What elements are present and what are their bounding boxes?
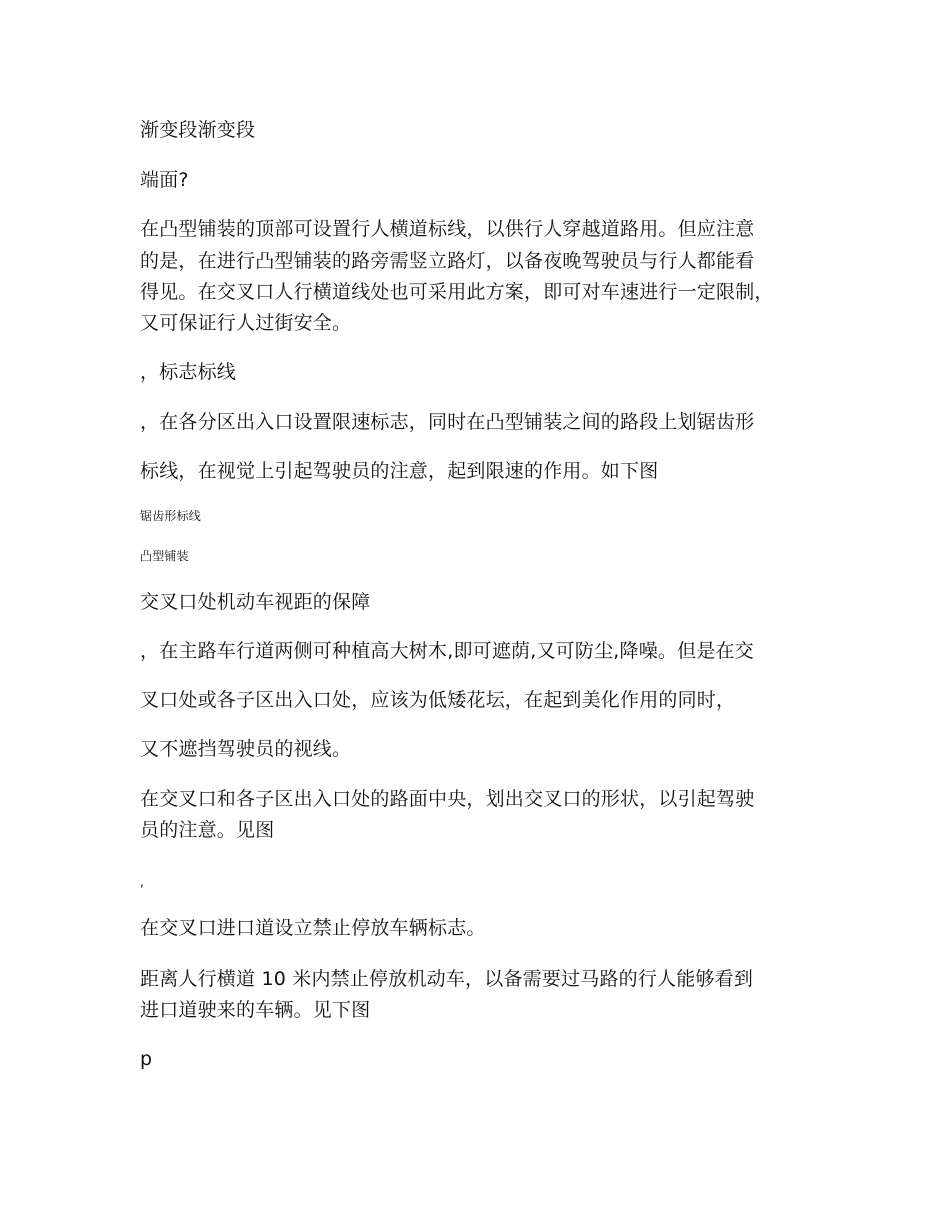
paragraph-line: 在凸型铺装的顶部可设置行人横道标线，以供行人穿越道路用。但应注意 [140,218,755,240]
paragraph-line: 又不遮挡驾驶员的视线。 [140,738,352,760]
paragraph-line: 又可保证行人过街安全。 [140,312,352,334]
paragraph-line: 员的注意。见图 [140,819,275,841]
paragraph-line: 在交叉口和各子区出入口处的路面中央，划出交叉口的形状，以引起驾驶 [140,788,755,810]
paragraph-line: 得见。在交叉口人行横道线处也可采用此方案，即可对车速进行一定限制， [140,281,774,303]
paragraph-line: ，在各分区出入口设置限速标志，同时在凸型铺装之间的路段上划锯齿形 [140,411,755,433]
paragraph-line: 的是，在进行凸型铺装的路旁需竖立路灯，以备夜晚驾驶员与行人都能看 [140,250,755,272]
stray-letter: p [140,1048,153,1070]
paragraph-line: 在交叉口进口道设立禁止停放车辆标志。 [140,917,486,939]
paragraph-line: 标线，在视觉上引起驾驶员的注意，起到限速的作用。如下图 [140,460,659,482]
figure-caption-sawtooth: 锯齿形标线 [140,509,202,523]
heading-transition-section: 渐变段渐变段 [140,119,256,141]
heading-end-face: 端面? [140,169,189,191]
paragraph-line: 进口道驶来的车辆。见下图 [140,999,371,1021]
stray-comma: , [140,875,145,889]
paragraph-line: ，在主路车行道两侧可种植高大树木,即可遮荫,又可防尘,降噪。但是在交 [140,640,754,662]
paragraph-line: 距离人行横道 10 米内禁止停放机动车，以备需要过马路的行人能够看到 [140,968,754,990]
figure-caption-raised-pavement: 凸型铺装 [140,549,189,563]
paragraph-line: 叉口处或各子区出入口处，应该为低矮花坛，在起到美化作用的同时， [140,689,736,711]
heading-sight-distance: 交叉口处机动车视距的保障 [140,591,371,613]
heading-signs-markings: ，标志标线 [140,361,237,383]
